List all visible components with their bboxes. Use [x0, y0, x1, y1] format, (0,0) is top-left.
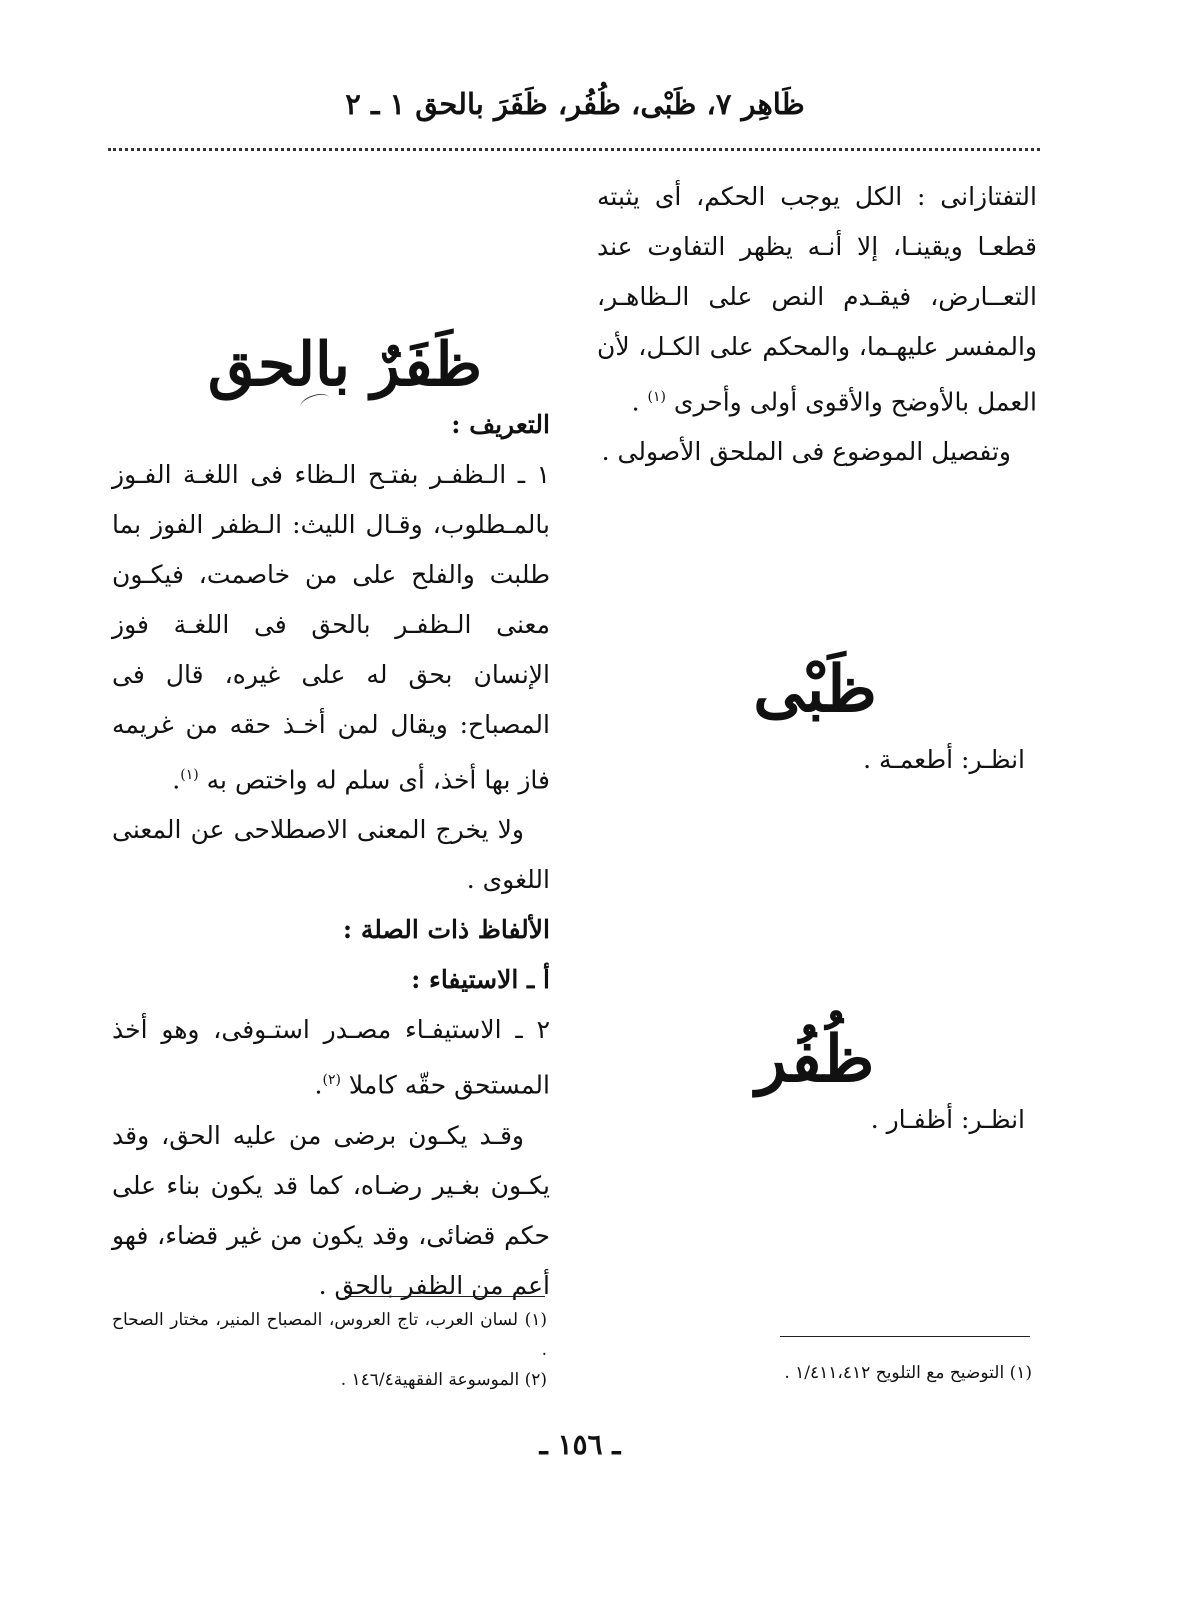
left-column: [112, 400, 550, 1311]
footnote-right-1: (١) التوضيح مع التلويح ١/٤١١،٤١٢ .: [784, 1363, 1032, 1383]
definition-label: التعريف :: [451, 410, 550, 439]
footnotes-right: [582, 1358, 1032, 1388]
entry-title-zufr: ظُفُر: [755, 1022, 875, 1097]
left-paragraph-4: وقـد يكـون برضى من عليه الحق، وقد يكـون بغـير رضـاه، كما قد يكون بناء على حكم قضائى، وقد يكون من غير قضاء، فهو أعم من الظفر بالحق .: [112, 1120, 550, 1300]
right-paragraph-2: وتفصيل الموضوع فى الملحق الأصولى .: [601, 437, 1011, 467]
right-column: [597, 172, 1037, 477]
left-paragraph-3-text: ٢ ـ الاستيفـاء مصـدر استـوفى، وهو أخذ المستحق حقّه كاملا: [112, 1015, 550, 1100]
page-header: [110, 82, 1040, 126]
right-paragraph-1-end: .: [631, 387, 648, 417]
left-paragraph-1-text: ١ ـ الـظفـر بفتـح الـظاء فى اللغـة الفـوز بالمـطلوب، وقـال الليث: الـظفر الفوز بما طلبت والفلح على من خاصمت، فيكـون معنى الـظفـر بالحق فى اللغـة فوز الإنسان بحق له على غيره، قال فى المصباح: ويقال لمن أخـذ حقه من غريمه فاز بها أخذ، أى سلم له واختص به: [112, 460, 550, 795]
cross-reference-zabi: انظـر: أطعمـة .: [863, 745, 1025, 774]
footnote-ref: (١): [647, 389, 666, 405]
footnote-left-1: (١) لسان العرب، تاج العروس، المصباح المنير، مختار الصحاح .: [112, 1310, 547, 1360]
footnote-ref: (١): [180, 767, 199, 783]
cross-reference-zufr: انظـر: أظفـار .: [870, 1105, 1025, 1134]
related-terms-label: الألفاظ ذات الصلة :: [342, 915, 550, 945]
footnotes-left: [112, 1305, 547, 1395]
footnote-left-2: (٢) الموسوعة الفقهية١٤٦/٤ .: [340, 1370, 547, 1390]
left-paragraph-3-end: .: [314, 1070, 323, 1100]
left-paragraph-2: ولا يخرج المعنى الاصطلاحى عن المعنى اللغوى .: [112, 815, 550, 895]
entry-title-zabi: ظَبْى: [753, 652, 877, 727]
left-paragraph-3: [112, 1005, 550, 1110]
footnote-rule-right: [780, 1336, 1030, 1337]
footnote-ref: (٢): [322, 1072, 341, 1089]
right-paragraph-1-text: التفتازانى : الكل يوجب الحكم، أى يثبته قطعـا ويقينـا، إلا أنـه يظهر التفاوت عند التعــارض، فيقـدم النص على الـظاهـر، والمفسر عليهـما، والمحكم على الكـل، لأن العمل بالأوضح والأقوى أولى وأحرى: [597, 182, 1037, 417]
header-dotted-rule: [108, 148, 1040, 151]
left-paragraph-1: [112, 450, 550, 805]
page-number: ـ ١٥٦ ـ: [539, 1428, 621, 1461]
header-title: ظَاهِر ٧، ظَبْى، ظُفُر، ظَفَرَ بالحق ١ ـ ٢: [345, 87, 805, 121]
entry-title-zafar-bil-haq: ظَفَرٌ بالحق: [207, 330, 483, 400]
right-paragraph-1: [597, 172, 1037, 427]
footnote-rule-left: [345, 1296, 545, 1297]
subheading-istifa: أ ـ الاستيفاء :: [411, 965, 550, 995]
left-paragraph-1-end: .: [172, 765, 181, 795]
